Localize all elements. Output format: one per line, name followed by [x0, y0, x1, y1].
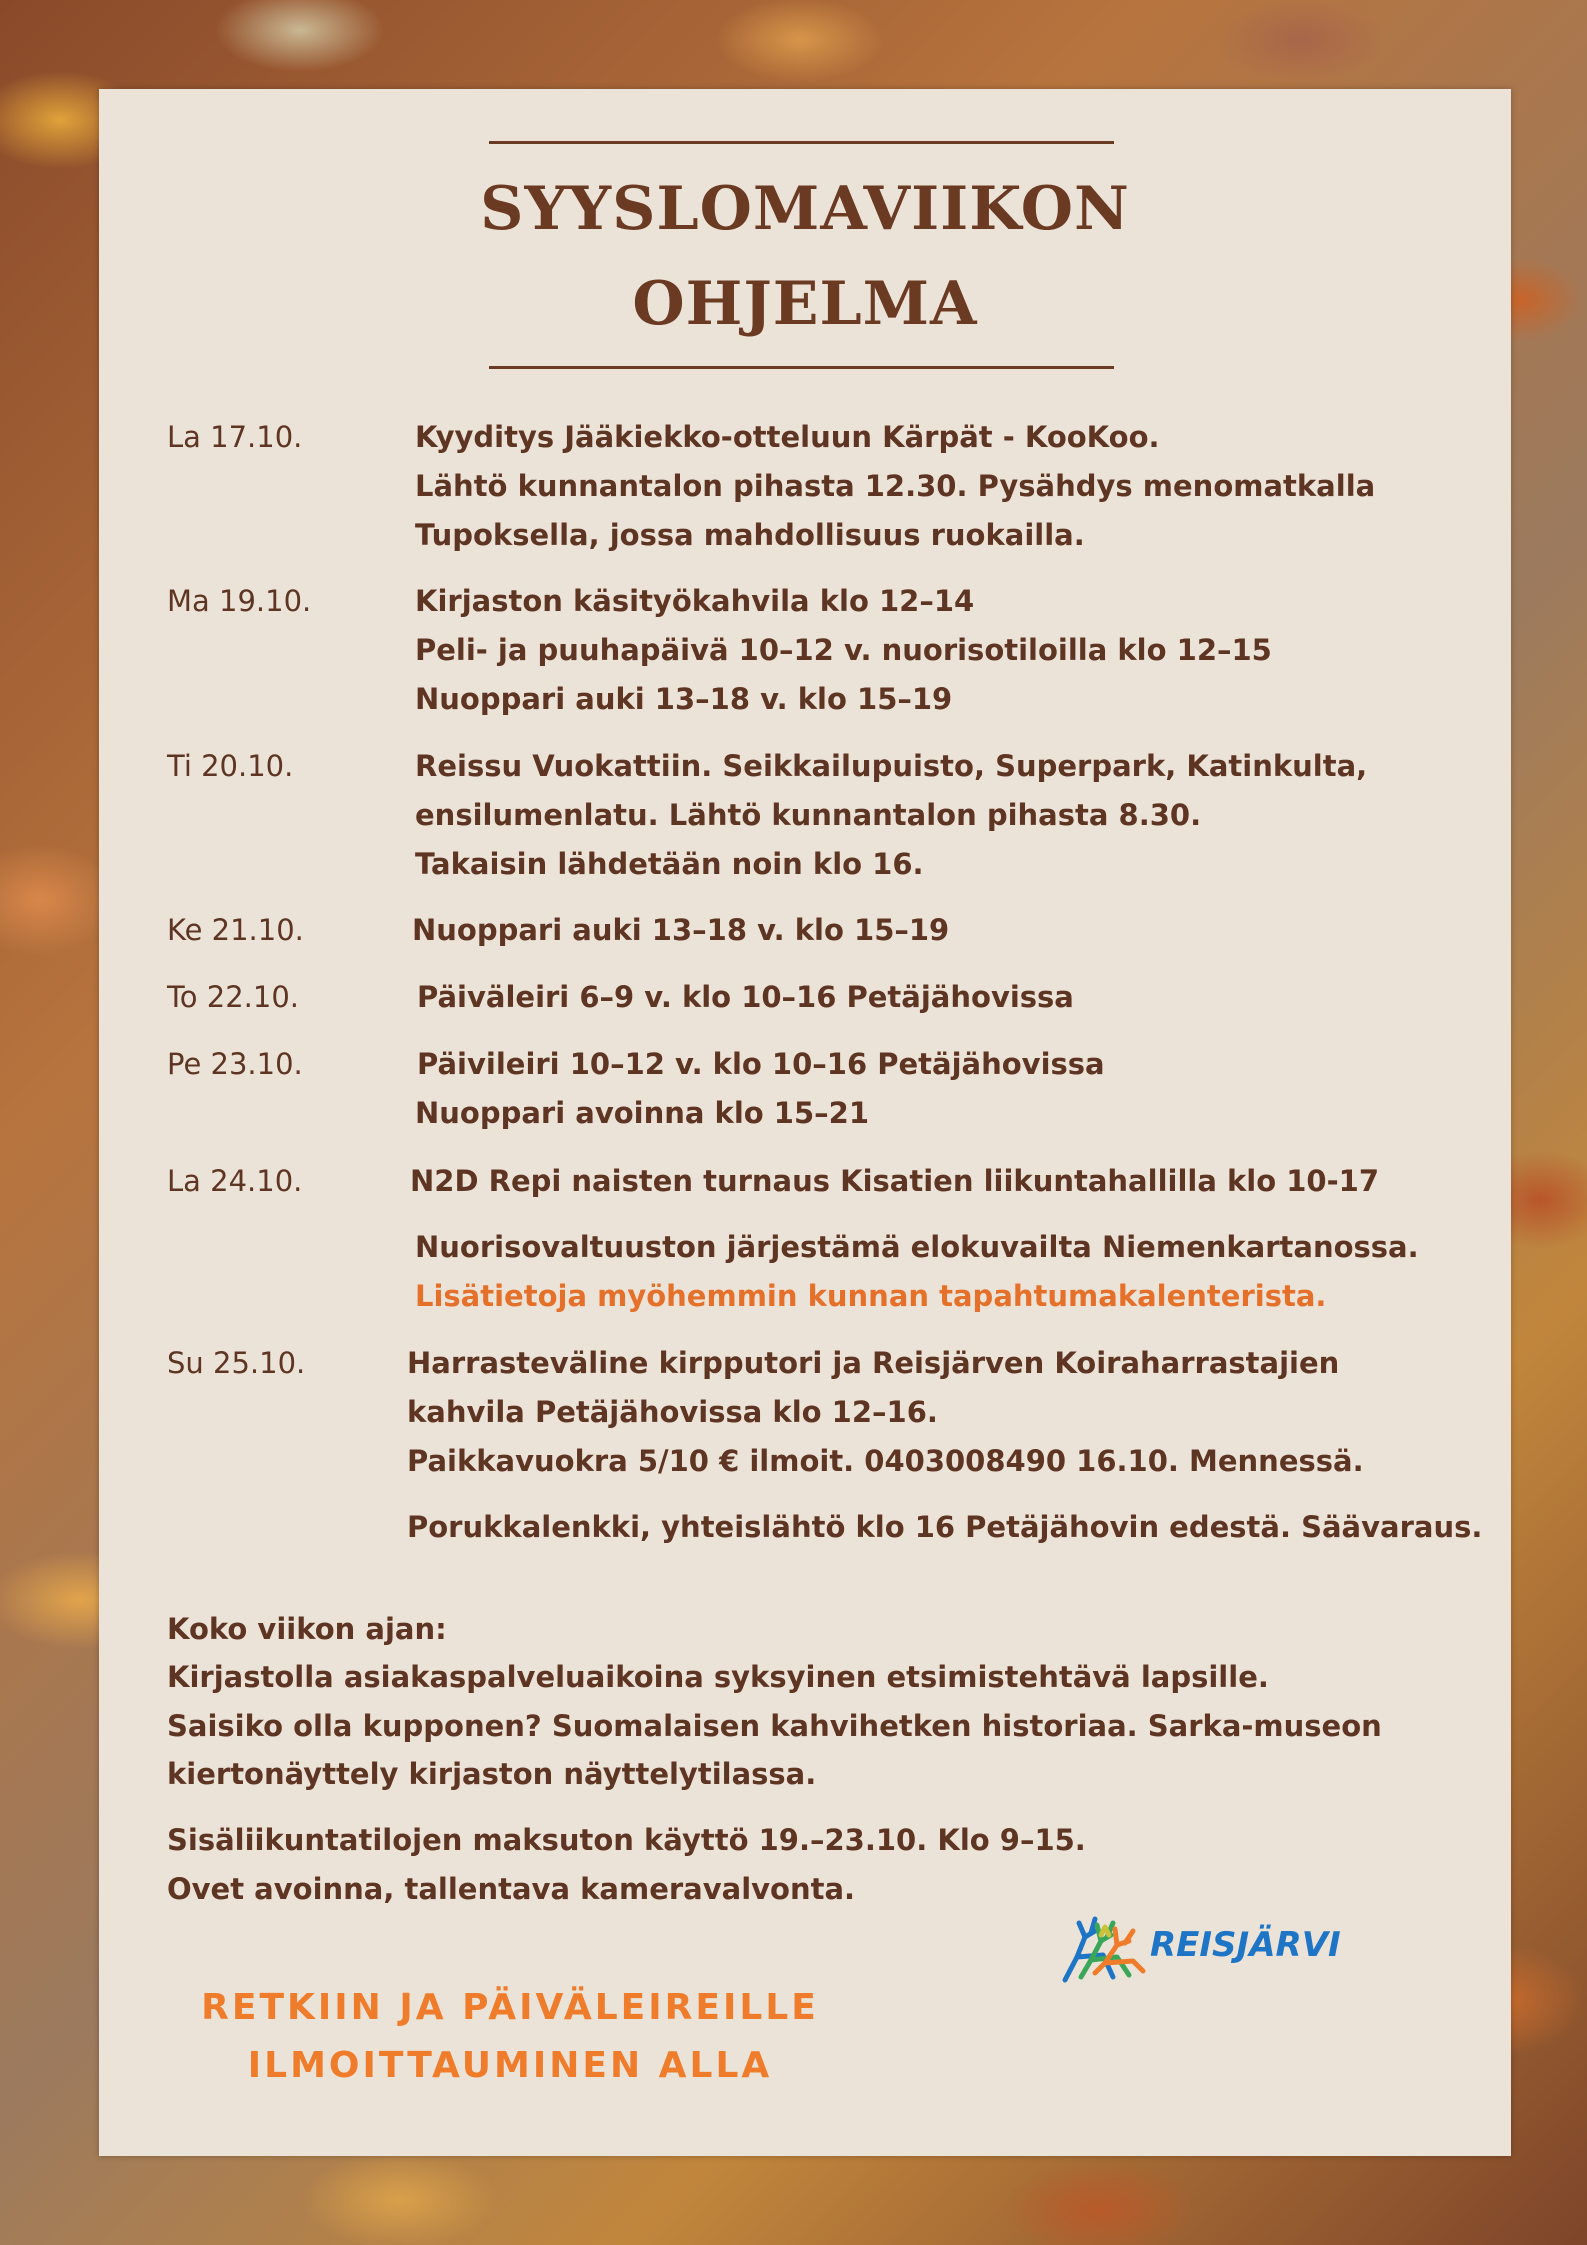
week-line: kiertonäyttely kirjaston näyttelytilassa. — [167, 1757, 817, 1791]
event-line: Lähtö kunnantalon pihasta 12.30. Pysähdys menomatkalla — [415, 469, 1376, 503]
day-label: Ti 20.10. — [167, 749, 294, 783]
event-line: Kirjaston käsityökahvila klo 12–14 — [415, 584, 975, 618]
signup-cta-line1: RETKIIN JA PÄIVÄLEIREILLE — [201, 1987, 819, 2028]
page-title-line2: OHJELMA — [632, 269, 978, 339]
event-line: Päivileiri 10–12 v. klo 10–16 Petäjähovissa — [417, 1047, 1105, 1081]
event-line: Harrasteväline kirpputori ja Reisjärven Koiraharrastajien — [407, 1346, 1340, 1380]
event-line: Tupoksella, jossa mahdollisuus ruokailla. — [415, 518, 1085, 552]
event-line: Nuoppari avoinna klo 15–21 — [415, 1096, 870, 1130]
day-label: Ma 19.10. — [167, 584, 312, 618]
event-line: Paikkavuokra 5/10 € ilmoit. 0403008490 16.10. Mennessä. — [407, 1444, 1364, 1478]
week-line: Kirjastolla asiakaspalveluaikoina syksyinen etsimistehtävä lapsille. — [167, 1660, 1269, 1694]
title-rule-bottom — [489, 366, 1114, 369]
week-heading: Koko viikon ajan: — [167, 1612, 447, 1646]
day-label: La 17.10. — [167, 420, 303, 454]
event-line: N2D Repi naisten turnaus Kisatien liikuntahallilla klo 10-17 — [410, 1164, 1379, 1198]
day-label: Pe 23.10. — [167, 1047, 303, 1081]
week-line: Ovet avoinna, tallentava kameravalvonta. — [167, 1872, 856, 1906]
event-line: Nuoppari auki 13–18 v. klo 15–19 — [412, 913, 950, 947]
week-line: Sisäliikuntatilojen maksuton käyttö 19.–23.10. Klo 9–15. — [167, 1823, 1086, 1857]
week-line: Saisiko olla kupponen? Suomalaisen kahvihetken historiaa. Sarka-museon — [167, 1709, 1382, 1743]
day-label: Ke 21.10. — [167, 913, 304, 947]
event-line: Nuoppari auki 13–18 v. klo 15–19 — [415, 682, 953, 716]
event-highlight: Lisätietoja myöhemmin kunnan tapahtumakalenterista. — [415, 1279, 1327, 1313]
event-line: ensilumenlatu. Lähtö kunnantalon pihasta 8.30. — [415, 798, 1202, 832]
logo-text: REISJÄRVI — [1150, 1925, 1341, 1965]
event-line: Takaisin lähdetään noin klo 16. — [415, 847, 924, 881]
event-line: Kyyditys Jääkiekko-otteluun Kärpät - KooKoo. — [415, 420, 1160, 454]
event-line: Porukkalenkki, yhteislähtö klo 16 Petäjähovin edestä. Säävaraus. — [407, 1510, 1483, 1544]
event-line: Peli- ja puuhapäivä 10–12 v. nuorisotiloilla klo 12–15 — [415, 633, 1272, 667]
day-label: To 22.10. — [167, 980, 299, 1014]
page-title-line1: SYYSLOMAVIIKON — [480, 174, 1130, 244]
event-line: kahvila Petäjähovissa klo 12–16. — [407, 1395, 938, 1429]
reindeer-logo-icon — [1045, 1905, 1165, 1995]
day-label: Su 25.10. — [167, 1346, 306, 1380]
title-rule-top — [489, 141, 1114, 144]
day-label: La 24.10. — [167, 1164, 303, 1198]
event-line: Nuorisovaltuuston järjestämä elokuvailta Niemenkartanossa. — [415, 1230, 1419, 1264]
event-line: Päiväleiri 6–9 v. klo 10–16 Petäjähovissa — [417, 980, 1074, 1014]
signup-cta-line2: ILMOITTAUMINEN ALLA — [247, 2045, 773, 2086]
event-line: Reissu Vuokattiin. Seikkailupuisto, Superpark, Katinkulta, — [415, 749, 1368, 783]
